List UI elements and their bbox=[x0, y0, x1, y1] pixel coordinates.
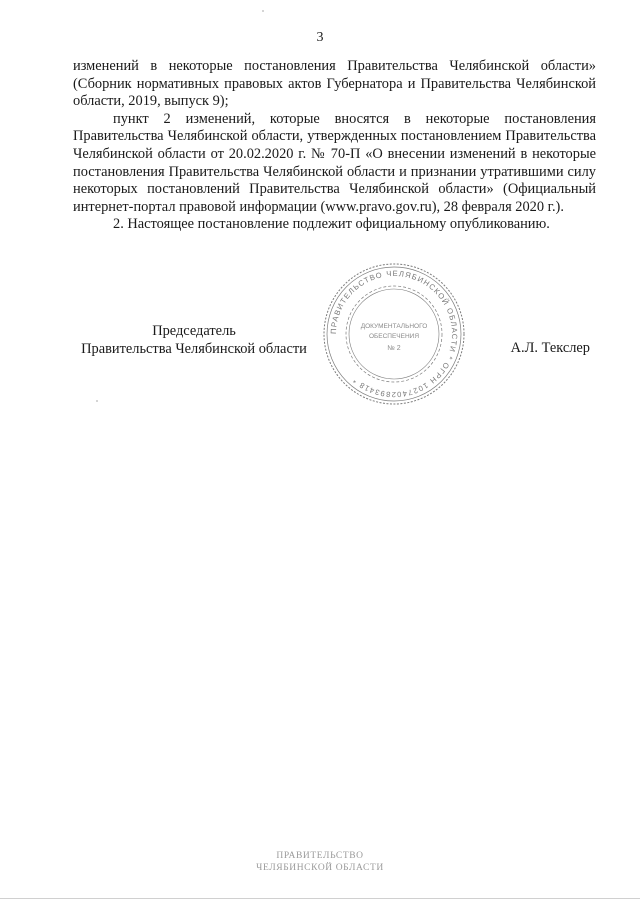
seal-center-line-2: ОБЕСПЕЧЕНИЯ bbox=[368, 333, 420, 340]
signatory-title-line-1: Председатель bbox=[152, 323, 236, 339]
page-number: 3 bbox=[316, 30, 324, 45]
footer-line-1: ПРАВИТЕЛЬСТВО bbox=[276, 851, 364, 861]
scan-speck bbox=[96, 400, 98, 402]
signatory-title-line-2: Правительства Челябинской области bbox=[81, 341, 307, 357]
footer-watermark bbox=[0, 850, 640, 874]
document-body bbox=[73, 58, 596, 234]
seal-center-line-1: ДОКУМЕНТАЛЬНОГО bbox=[360, 323, 428, 330]
paragraph-1: изменений в некоторые постановления Правительства Челябинской области» (Сборник нормативных правовых актов Губернатора и Правительства Челябинской области, 2019, выпуск 9); bbox=[73, 58, 596, 110]
seal-center-line-3: № 2 bbox=[387, 345, 401, 352]
signatory-title bbox=[74, 322, 314, 358]
footer-line-2: ЧЕЛЯБИНСКОЙ ОБЛАСТИ bbox=[256, 863, 384, 873]
paragraph-3: 2. Настоящее постановление подлежит официальному опубликованию. bbox=[113, 216, 550, 233]
page-bottom-edge bbox=[0, 898, 640, 899]
official-seal-stamp bbox=[320, 260, 468, 408]
signatory-name: А.Л. Текслер bbox=[510, 340, 590, 356]
scan-speck bbox=[262, 10, 264, 12]
seal-outer-text: ПРАВИТЕЛЬСТВО ЧЕЛЯБИНСКОЙ ОБЛАСТИ * ОГРН 1027402893418 * bbox=[328, 268, 460, 400]
paragraph-2: пункт 2 изменений, которые вносятся в некоторые постановления Правительства Челябинской области, утвержденных постановлением Правительства Челябинской области от 20.02.2020 г. № 70-П «О внесении изменений в некоторые постановления Правительства Челябинской области и признании утратившими силу некоторых постановлений Правительства Челябинской области» (Официальный интернет-портал правовой информации (www.pravo.gov.ru), 28 февраля 2020 г.). bbox=[73, 110, 596, 215]
